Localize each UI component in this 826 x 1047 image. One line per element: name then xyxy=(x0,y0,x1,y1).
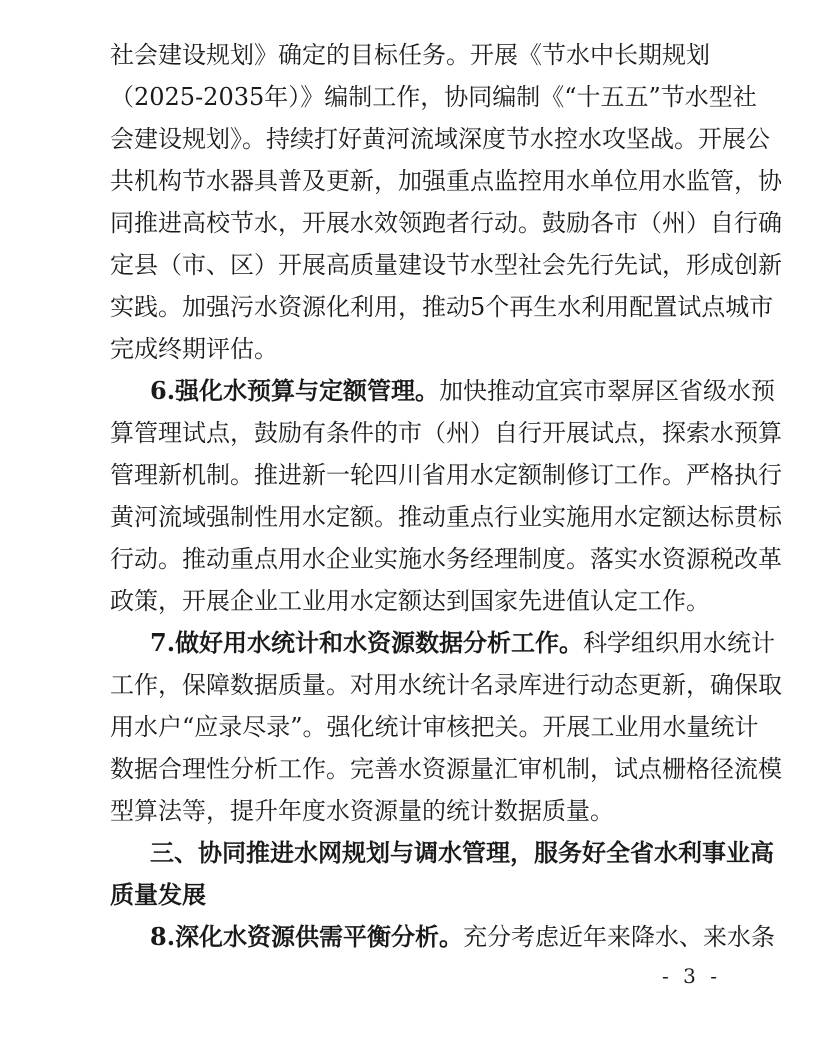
section-7-text: 科学组织用水统计 xyxy=(583,629,776,657)
section-6-title: 6.强化水预算与定额管理。 xyxy=(150,376,440,405)
section-8-title: 8.深化水资源供需平衡分析。 xyxy=(150,922,464,951)
paragraph-line: 社会建设规划》确定的目标任务。开展《节水中长期规划 xyxy=(110,41,710,69)
paragraph-line: 会建设规划》。持续打好黄河流域深度节水控水攻坚战。开展公 xyxy=(110,125,770,153)
section-8-first-line xyxy=(150,922,776,952)
section-8-text: 充分考虑近年来降水、来水条 xyxy=(463,923,776,951)
paragraph-line: （2025-2035年）》编制工作，协同编制《“十五五”节水型社 xyxy=(110,83,757,111)
paragraph-line: 工作，保障数据质量。对用水统计名录库进行动态更新，确保取 xyxy=(110,671,782,699)
paragraph-line: 政策，开展企业工业用水定额达到国家先进值认定工作。 xyxy=(110,587,710,615)
paragraph-line: 用水户“应录尽录”。强化统计审核把关。开展工业用水量统计 xyxy=(110,713,759,741)
paragraph-line: 实践。加强污水资源化利用，推动5个再生水利用配置试点城市 xyxy=(110,293,774,321)
section-6-first-line xyxy=(150,376,776,406)
paragraph-line: 定县（市、区）开展高质量建设节水型社会先行先试，形成创新 xyxy=(110,251,782,279)
paragraph-line: 黄河流域强制性用水定额。推动重点行业实施用水定额达标贯标 xyxy=(110,503,782,531)
paragraph-line: 完成终期评估。 xyxy=(110,335,278,363)
page-number: - 3 - xyxy=(662,964,721,988)
section-7-first-line xyxy=(150,628,776,658)
paragraph-line: 算管理试点，鼓励有条件的市（州）自行开展试点，探索水预算 xyxy=(110,419,782,447)
paragraph-line: 数据合理性分析工作。完善水资源量汇审机制，试点栅格径流模 xyxy=(110,755,782,783)
paragraph-line: 管理新机制。推进新一轮四川省用水定额制修订工作。严格执行 xyxy=(110,461,782,489)
section-7-title: 7.做好用水统计和水资源数据分析工作。 xyxy=(150,628,584,657)
section-6-text: 加快推动宜宾市翠屏区省级水预 xyxy=(439,377,776,405)
paragraph-line: 同推进高校节水，开展水效领跑者行动。鼓励各市（州）自行确 xyxy=(110,209,782,237)
paragraph-line: 型算法等，提升年度水资源量的统计数据质量。 xyxy=(110,797,614,825)
section-heading-3: 三、协同推进水网规划与调水管理，服务好全省水利事业高 xyxy=(150,839,774,867)
paragraph-line: 行动。推动重点用水企业实施水务经理制度。落实水资源税改革 xyxy=(110,545,782,573)
paragraph-line: 共机构节水器具普及更新，加强重点监控用水单位用水监管，协 xyxy=(110,167,782,195)
section-heading-3-cont: 质量发展 xyxy=(110,881,206,909)
